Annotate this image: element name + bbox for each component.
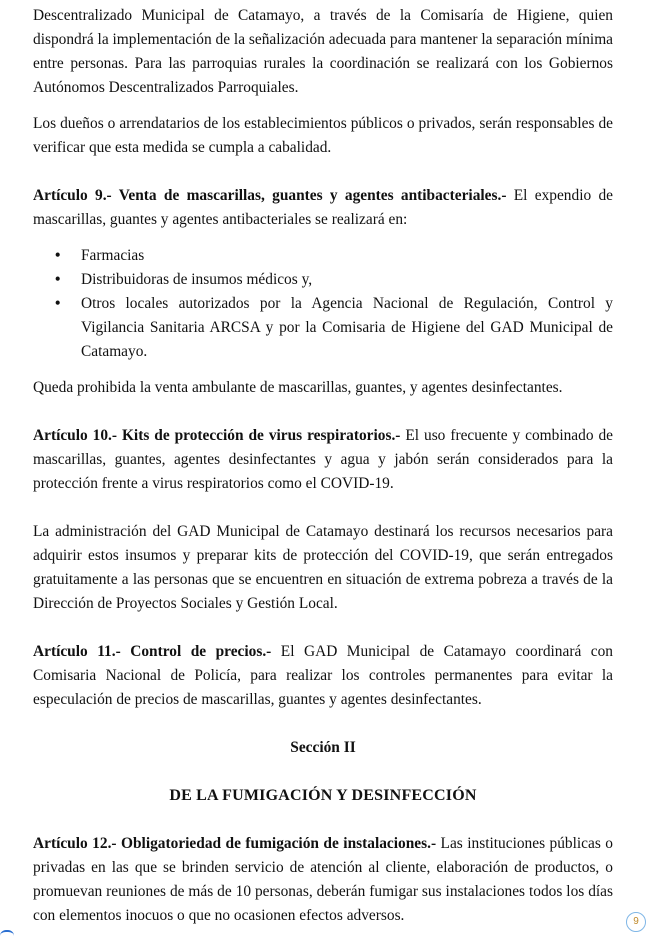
bullet-icon: • bbox=[55, 247, 61, 264]
article-10-body: El uso frecuente y combinado de mascarillas, guantes, agentes desinfectantes y agua y jabón serán considerados para la protección frente a virus respiratorios como el COVID-19. bbox=[33, 427, 613, 492]
article-10 bbox=[33, 424, 613, 496]
article-11-heading: Artículo 11.- Control de precios.- bbox=[33, 643, 272, 660]
article-12-heading: Artículo 12.- Obligatoriedad de fumigación de instalaciones.- bbox=[33, 835, 437, 852]
article-9-body: El expendio de mascarillas, guantes y agentes antibacteriales se realizará en: bbox=[33, 187, 613, 228]
paragraph-owners: Los dueños o arrendatarios de los establecimientos públicos o privados, serán responsables de verificar que esta medida se cumpla a cabalidad. bbox=[33, 115, 613, 156]
article-10-paragraph-2: La administración del GAD Municipal de Catamayo destinará los recursos necesarios para adquirir estos insumos y preparar kits de protección del COVID-19, que serán entregados gratuitamente a las personas que se encuentren en situación de extrema pobreza a través de la Dirección de Proyectos Sociales y Gestión Local. bbox=[33, 523, 613, 612]
article-11 bbox=[33, 640, 613, 712]
document-page bbox=[33, 4, 613, 928]
article-9 bbox=[33, 184, 613, 232]
article-11-body: El GAD Municipal de Catamayo coordinará con Comisaria Nacional de Policía, para realizar los controles permanentes para evitar la especulación de precios de mascarillas, guantes y agentes desinfectantes. bbox=[33, 643, 613, 708]
bullet-icon: • bbox=[55, 295, 61, 312]
list-item-text: Farmacias bbox=[81, 247, 145, 264]
list-item bbox=[33, 268, 613, 292]
article-12-body: Las instituciones públicas o privadas en las que se brinden servicio de atención al cliente, elaboración de productos, o promuevan reuniones de más de 10 personas, deberán fumigar sus instalaciones todos los días con elementos inocuos o que no ocasionen efectos adversos. bbox=[33, 835, 613, 924]
corner-mark bbox=[0, 930, 14, 940]
sales-locations-list bbox=[33, 244, 613, 364]
section-title: DE LA FUMIGACIÓN Y DESINFECCIÓN bbox=[169, 787, 477, 804]
article-9-heading: Artículo 9.- Venta de mascarillas, guantes y agentes antibacteriales.- bbox=[33, 187, 507, 204]
page-number-badge: 9 bbox=[626, 912, 646, 932]
list-item-text: Distribuidoras de insumos médicos y, bbox=[81, 271, 313, 288]
article-10-heading: Artículo 10.- Kits de protección de virus respiratorios.- bbox=[33, 427, 401, 444]
article-12 bbox=[33, 832, 613, 928]
paragraph-prohibition: Queda prohibida la venta ambulante de mascarillas, guantes, y agentes desinfectantes. bbox=[33, 379, 563, 396]
paragraph-continued: Descentralizado Municipal de Catamayo, a través de la Comisaría de Higiene, quien dispondrá la implementación de la señalización adecuada para mantener la separación mínima entre personas. Para las parroquias rurales la coordinación se realizará con los Gobiernos Autónomos Descentralizados Parroquiales. bbox=[33, 7, 613, 96]
list-item-text: Otros locales autorizados por la Agencia Nacional de Regulación, Control y Vigilancia Sanitaria ARCSA y por la Comisaria de Higiene del GAD Municipal de Catamayo. bbox=[81, 295, 613, 360]
list-item bbox=[33, 244, 613, 268]
list-item bbox=[33, 292, 613, 364]
section-label: Sección II bbox=[290, 739, 356, 756]
bullet-icon: • bbox=[55, 271, 61, 288]
